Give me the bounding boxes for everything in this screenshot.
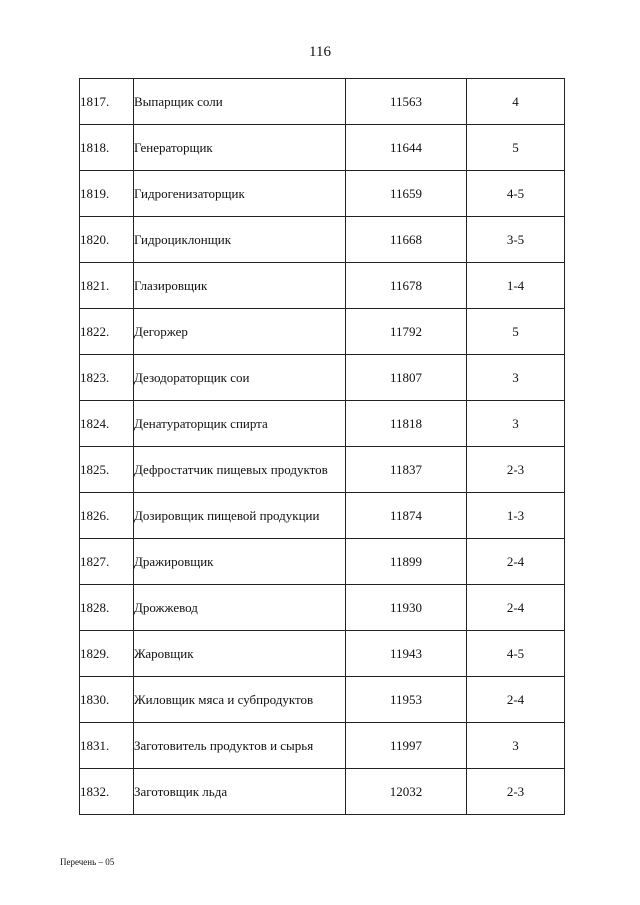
table-row <box>80 125 565 171</box>
profession-name: Дражировщик <box>134 539 346 585</box>
table-row <box>80 677 565 723</box>
row-number: 1825. <box>80 447 134 493</box>
profession-category: 3 <box>467 401 565 447</box>
row-number: 1830. <box>80 677 134 723</box>
row-number: 1821. <box>80 263 134 309</box>
profession-code: 11644 <box>346 125 467 171</box>
profession-code: 11837 <box>346 447 467 493</box>
table-body <box>80 79 565 815</box>
profession-category: 4 <box>467 79 565 125</box>
profession-code: 11899 <box>346 539 467 585</box>
row-number: 1828. <box>80 585 134 631</box>
row-number: 1826. <box>80 493 134 539</box>
profession-name: Заготовитель продуктов и сырья <box>134 723 346 769</box>
table-row <box>80 723 565 769</box>
row-number: 1829. <box>80 631 134 677</box>
profession-category: 1-3 <box>467 493 565 539</box>
profession-code: 11668 <box>346 217 467 263</box>
profession-code: 11659 <box>346 171 467 217</box>
profession-code: 11943 <box>346 631 467 677</box>
table-row <box>80 585 565 631</box>
table-row <box>80 217 565 263</box>
table-row <box>80 263 565 309</box>
profession-name: Генераторщик <box>134 125 346 171</box>
profession-name: Дезодораторщик сои <box>134 355 346 401</box>
profession-category: 5 <box>467 125 565 171</box>
profession-code: 11807 <box>346 355 467 401</box>
table-row <box>80 79 565 125</box>
profession-code: 11997 <box>346 723 467 769</box>
row-number: 1824. <box>80 401 134 447</box>
row-number: 1831. <box>80 723 134 769</box>
table-row <box>80 401 565 447</box>
profession-code: 11563 <box>346 79 467 125</box>
profession-name: Дрожжевод <box>134 585 346 631</box>
profession-category: 3 <box>467 723 565 769</box>
profession-name: Гидрогенизаторщик <box>134 171 346 217</box>
profession-code: 11818 <box>346 401 467 447</box>
profession-category: 4-5 <box>467 631 565 677</box>
profession-category: 1-4 <box>467 263 565 309</box>
profession-category: 2-4 <box>467 677 565 723</box>
table-row <box>80 493 565 539</box>
profession-category: 3-5 <box>467 217 565 263</box>
profession-name: Денатураторщик спирта <box>134 401 346 447</box>
table-row <box>80 539 565 585</box>
profession-name: Глазировщик <box>134 263 346 309</box>
profession-name: Заготовщик льда <box>134 769 346 815</box>
footer-text: Перечень – 05 <box>60 857 115 867</box>
row-number: 1820. <box>80 217 134 263</box>
profession-name: Дозировщик пищевой продукции <box>134 493 346 539</box>
profession-name: Жаровщик <box>134 631 346 677</box>
row-number: 1823. <box>80 355 134 401</box>
profession-name: Дефростатчик пищевых продуктов <box>134 447 346 493</box>
row-number: 1822. <box>80 309 134 355</box>
profession-code: 11930 <box>346 585 467 631</box>
profession-category: 2-3 <box>467 447 565 493</box>
profession-category: 2-4 <box>467 539 565 585</box>
table-row <box>80 309 565 355</box>
table-row <box>80 631 565 677</box>
row-number: 1819. <box>80 171 134 217</box>
table-row <box>80 171 565 217</box>
profession-category: 4-5 <box>467 171 565 217</box>
table-row <box>80 355 565 401</box>
profession-category: 2-4 <box>467 585 565 631</box>
profession-code: 11874 <box>346 493 467 539</box>
row-number: 1817. <box>80 79 134 125</box>
page-number: 116 <box>309 44 331 60</box>
profession-code: 11953 <box>346 677 467 723</box>
profession-category: 3 <box>467 355 565 401</box>
profession-code: 12032 <box>346 769 467 815</box>
row-number: 1827. <box>80 539 134 585</box>
profession-code: 11678 <box>346 263 467 309</box>
profession-name: Гидроциклонщик <box>134 217 346 263</box>
row-number: 1832. <box>80 769 134 815</box>
table-row <box>80 447 565 493</box>
profession-category: 5 <box>467 309 565 355</box>
profession-name: Дегоржер <box>134 309 346 355</box>
profession-name: Выпарщик соли <box>134 79 346 125</box>
profession-name: Жиловщик мяса и субпродуктов <box>134 677 346 723</box>
table-row <box>80 769 565 815</box>
professions-table <box>79 78 565 815</box>
profession-code: 11792 <box>346 309 467 355</box>
profession-category: 2-3 <box>467 769 565 815</box>
row-number: 1818. <box>80 125 134 171</box>
